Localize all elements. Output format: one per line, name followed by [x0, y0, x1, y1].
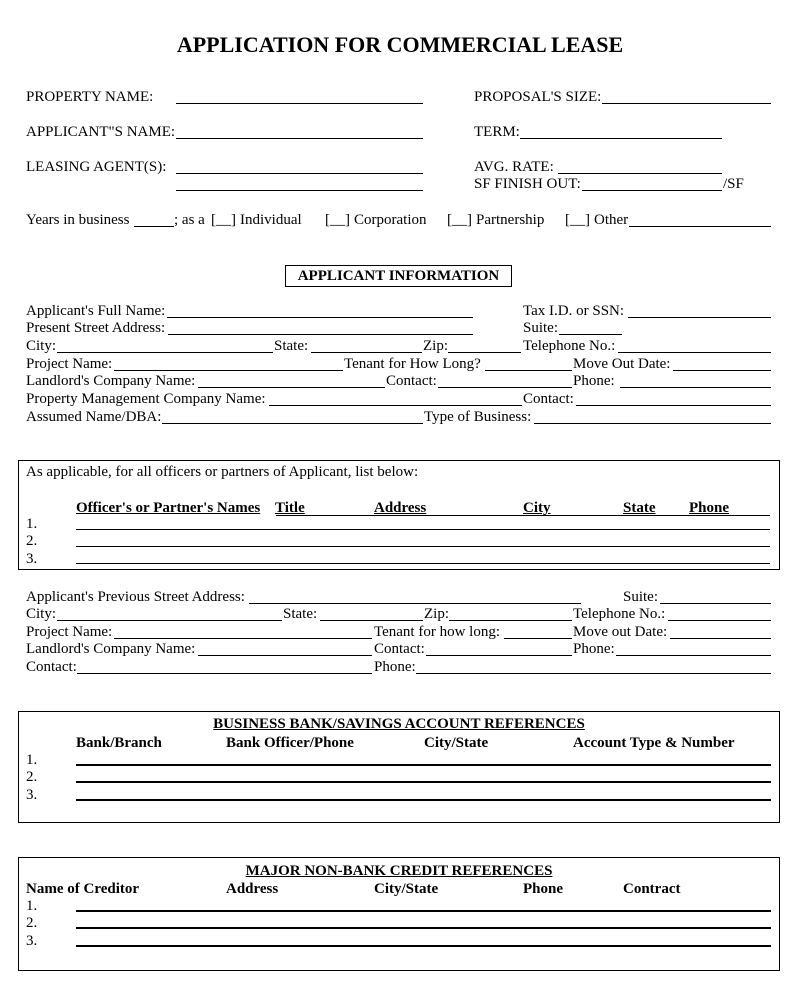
prev-suite-field[interactable] [660, 603, 771, 604]
credit-row-line[interactable] [76, 927, 771, 929]
property-name-field[interactable] [176, 103, 423, 104]
sf-suffix: /SF [723, 176, 744, 192]
credit-row-line[interactable] [76, 910, 771, 912]
tenant-how-long-label: Tenant for How Long? [344, 356, 481, 372]
bank-col-officer: Bank Officer/Phone [226, 735, 354, 751]
prev-project-name-field[interactable] [114, 638, 372, 639]
prev-project-name-label: Project Name: [26, 624, 113, 640]
prev-phone-field[interactable] [616, 655, 771, 656]
project-name-label: Project Name: [26, 356, 113, 372]
assumed-name-label: Assumed Name/DBA: [26, 409, 162, 425]
tax-id-field[interactable] [628, 317, 771, 318]
telephone-label: Telephone No.: [523, 338, 616, 354]
applicants-name-field[interactable] [176, 138, 423, 139]
prev-city-field[interactable] [57, 620, 282, 621]
suite-label: Suite: [523, 320, 559, 336]
credit-col-contract: Contract [623, 881, 681, 897]
city-field[interactable] [57, 352, 273, 353]
prev-landlord-company-label: Landlord's Company Name: [26, 641, 196, 657]
prev-contact2-label: Contact: [26, 659, 77, 675]
as-a-label: ; as a [174, 212, 205, 228]
sf-finish-out-label: SF FINISH OUT: [474, 176, 581, 192]
tax-id-label: Tax I.D. or SSN: [523, 303, 625, 319]
officers-row-line[interactable] [76, 529, 770, 530]
officers-col-state: State [623, 500, 656, 516]
prev-telephone-label: Telephone No.: [573, 606, 666, 622]
prev-telephone-field[interactable] [668, 620, 771, 621]
other-field[interactable] [629, 226, 771, 227]
corporation-checkbox[interactable]: [__] [325, 212, 350, 228]
bank-col-bank: Bank/Branch [76, 735, 162, 751]
bank-col-account: Account Type & Number [573, 735, 735, 751]
bank-row-number: 3. [26, 787, 38, 803]
prev-state-label: State: [283, 606, 318, 622]
prev-landlord-company-field[interactable] [198, 655, 372, 656]
form-title: APPLICATION FOR COMMERCIAL LEASE [176, 32, 624, 57]
corporation-label: Corporation [354, 212, 427, 228]
term-label: TERM: [474, 124, 520, 140]
credit-refs-heading: MAJOR NON-BANK CREDIT REFERENCES [245, 863, 553, 879]
officers-col-title: Title [275, 500, 305, 516]
leasing-agents-field-1[interactable] [176, 173, 423, 174]
bank-row-line[interactable] [76, 799, 771, 801]
full-name-field[interactable] [167, 317, 473, 318]
bank-row-line[interactable] [76, 781, 771, 783]
other-label: Other [594, 212, 629, 228]
property-mgmt-field[interactable] [269, 405, 522, 406]
contact2-field[interactable] [576, 405, 771, 406]
present-street-label: Present Street Address: [26, 320, 166, 336]
bank-col-city: City/State [424, 735, 489, 751]
officers-row-number: 2. [26, 533, 38, 549]
prev-contact2-field[interactable] [77, 673, 372, 674]
applicant-info-heading: APPLICANT INFORMATION [297, 268, 500, 284]
prev-city-label: City: [26, 606, 57, 622]
prev-street-label: Applicant's Previous Street Address: [26, 589, 245, 605]
individual-label: Individual [240, 212, 302, 228]
credit-row-number: 1. [26, 898, 38, 914]
telephone-field[interactable] [618, 352, 771, 353]
type-of-business-label: Type of Business: [424, 409, 532, 425]
proposals-size-field[interactable] [602, 103, 771, 104]
avg-rate-field[interactable] [558, 173, 722, 174]
prev-phone-label: Phone: [573, 641, 615, 657]
prev-contact-field[interactable] [426, 655, 572, 656]
move-out-field[interactable] [673, 370, 771, 371]
officers-col-address: Address [374, 500, 427, 516]
avg-rate-label: AVG. RATE: [474, 159, 554, 175]
credit-col-creditor: Name of Creditor [26, 881, 140, 897]
credit-row-number: 2. [26, 915, 38, 931]
individual-checkbox[interactable]: [__] [211, 212, 236, 228]
officers-row-number: 3. [26, 551, 38, 567]
full-name-label: Applicant's Full Name: [26, 303, 166, 319]
prev-zip-label: Zip: [424, 606, 449, 622]
type-of-business-field[interactable] [534, 423, 771, 424]
other-checkbox[interactable]: [__] [565, 212, 590, 228]
officers-row-line[interactable] [76, 546, 770, 547]
credit-row-number: 3. [26, 933, 38, 949]
prev-tenant-how-long-field[interactable] [504, 638, 572, 639]
officers-col-phone: Phone [689, 500, 730, 516]
officers-header-rule [276, 515, 770, 516]
phone-field[interactable] [620, 387, 771, 388]
credit-col-phone: Phone [523, 881, 564, 897]
zip-field[interactable] [448, 352, 521, 353]
move-out-label: Move Out Date: [573, 356, 671, 372]
sf-finish-out-field[interactable] [582, 190, 722, 191]
prev-phone2-field[interactable] [416, 673, 771, 674]
years-in-business-label: Years in business [26, 212, 130, 228]
proposals-size-label: PROPOSAL'S SIZE: [474, 89, 602, 105]
suite-field[interactable] [559, 334, 622, 335]
contact-field[interactable] [438, 387, 572, 388]
officers-col-names: Officer's or Partner's Names [76, 500, 261, 516]
property-mgmt-label: Property Management Company Name: [26, 391, 266, 407]
officers-col-city: City [523, 500, 551, 516]
officers-intro: As applicable, for all officers or partners of Applicant, list below: [26, 464, 419, 480]
credit-col-city: City/State [374, 881, 439, 897]
phone-label: Phone: [573, 373, 615, 389]
state-label: State: [274, 338, 309, 354]
contact-label: Contact: [386, 373, 437, 389]
landlord-company-label: Landlord's Company Name: [26, 373, 196, 389]
prev-move-out-label: Move out Date: [573, 624, 668, 640]
credit-row-line[interactable] [76, 945, 771, 947]
prev-street-field[interactable] [249, 603, 581, 604]
officers-row-number: 1. [26, 516, 38, 532]
partnership-label: Partnership [476, 212, 545, 228]
partnership-checkbox[interactable]: [__] [447, 212, 472, 228]
prev-suite-label: Suite: [623, 589, 659, 605]
credit-col-address: Address [226, 881, 279, 897]
officers-row-line[interactable] [76, 563, 770, 564]
zip-label: Zip: [423, 338, 448, 354]
contact2-label: Contact: [523, 391, 574, 407]
bank-row-number: 2. [26, 769, 38, 785]
leasing-agents-label: LEASING AGENT(S): [26, 159, 167, 175]
city-label: City: [26, 338, 57, 354]
assumed-name-field[interactable] [162, 423, 423, 424]
tenant-how-long-field[interactable] [485, 370, 572, 371]
leasing-agents-field-2[interactable] [176, 190, 423, 191]
property-name-label: PROPERTY NAME: [26, 89, 154, 105]
prev-phone2-label: Phone: [374, 659, 416, 675]
bank-row-line[interactable] [76, 764, 771, 766]
project-name-field[interactable] [114, 370, 343, 371]
prev-contact-label: Contact: [374, 641, 425, 657]
prev-state-field[interactable] [320, 620, 423, 621]
bank-row-number: 1. [26, 752, 38, 768]
present-street-field[interactable] [168, 334, 473, 335]
prev-zip-field[interactable] [449, 620, 572, 621]
prev-tenant-how-long-label: Tenant for how long: [374, 624, 501, 640]
applicants-name-label: APPLICANT"S NAME: [26, 124, 176, 140]
state-field[interactable] [311, 352, 422, 353]
prev-move-out-field[interactable] [670, 638, 771, 639]
term-field[interactable] [520, 138, 722, 139]
bank-refs-heading: BUSINESS BANK/SAVINGS ACCOUNT REFERENCES [213, 716, 585, 732]
years-in-business-field[interactable] [134, 226, 174, 227]
landlord-company-field[interactable] [198, 387, 385, 388]
